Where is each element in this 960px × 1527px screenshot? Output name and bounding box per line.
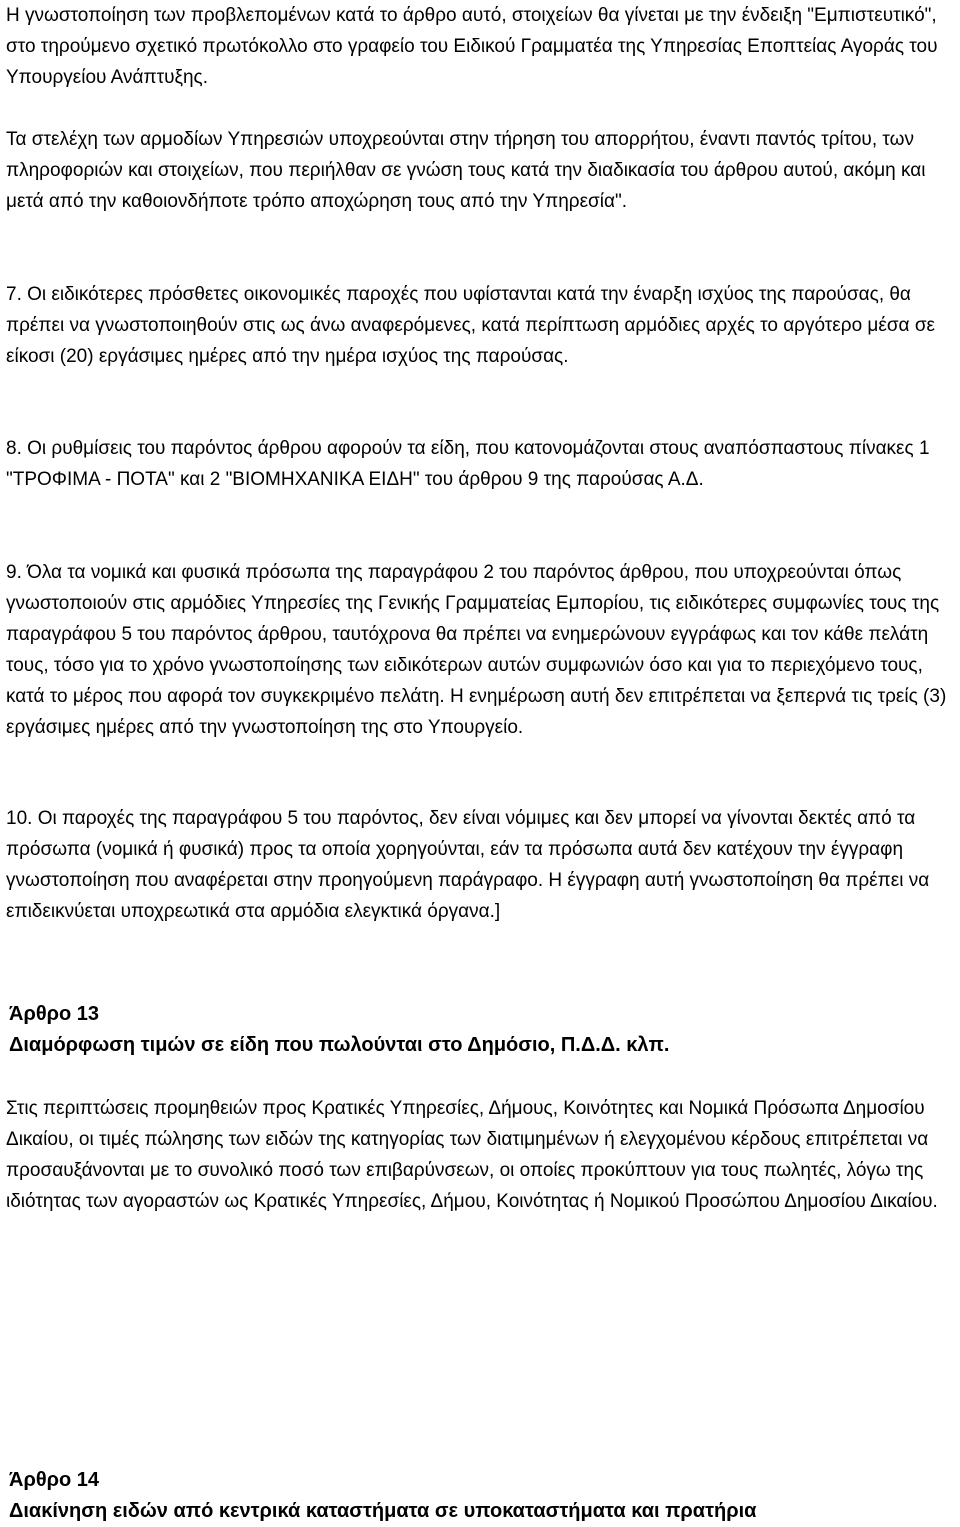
paragraph-9: 9. Όλα τα νομικά και φυσικά πρόσωπα της παραγράφου 2 του παρόντος άρθρου, που υποχρεούνται όπως γνωστοποιούν στις αρμόδιες Υπηρεσίες της Γενικής Γραμματείας Εμπορίου, τις ειδικότερες συμφωνίες τους της παραγράφου 5 του παρόντος άρθρου, ταυτόχρονα θα πρέπει να ενημερώνουν εγγράφως και τον κάθε πελάτη τους, τόσο για το χρόνο γνωστοποίησης των ειδικότερων αυτών συμφωνιών όσο και για το περιεχόμενο τους, κατά το μέρος που αφορά τον συγκεκριμένο πελάτη. Η ενημέρωση αυτή δεν επιτρέπεται να ξεπερνά τις τρείς (3) εργάσιμες ημέρες από την γνωστοποίηση της στο Υπουργείο. bbox=[6, 562, 947, 738]
article-14-title: Διακίνηση ειδών από κεντρικά καταστήματα σε υποκαταστήματα και πρατήρια bbox=[9, 1500, 757, 1522]
article-13-body: Στις περιπτώσεις προμηθειών προς Κρατικές Υπηρεσίες, Δήμους, Κοινότητες και Νομικά Πρόσωπα Δημοσίου Δικαίου, οι τιμές πώλησης των ειδών της κατηγορίας των διατιμημένων ή ελεγχομένου κέρδους επιτρέπεται να προσαυξάνονται με το συνολικό ποσό των επιβαρύνσεων, οι οποίες προκύπτουν για τους πωλητές, λόγω της ιδιότητας των αγοραστών ως Κρατικές Υπηρεσίες, Δήμου, Κοινότητας ή Νομικού Προσώπου Δημοσίου Δικαίου. bbox=[6, 1098, 938, 1212]
paragraph-7: 7. Οι ειδικότερες πρόσθετες οικονομικές παροχές που υφίστανται κατά την έναρξη ισχύος της παρούσας, θα πρέπει να γνωστοποιηθούν στις ως άνω αναφερόμενες, κατά περίπτωση αρμόδιες αρχές το αργότερο μέσα σε είκοσι (20) εργάσιμες ημέρες από την ημέρα ισχύος της παρούσας. bbox=[6, 284, 936, 367]
article-14-number: Άρθρο 14 bbox=[9, 1469, 100, 1491]
paragraph-confidential-notice: Η γνωστοποίηση των προβλεπομένων κατά το άρθρο αυτό, στοιχείων θα γίνεται με την ένδειξη "Εμπιστευτικό", στο τηρούμενο σχετικό πρωτόκολλο στο γραφείο του Ειδικού Γραμματέα της Υπηρεσίας Εποπτείας Αγοράς του Υπουργείου Ανάπτυξης. bbox=[6, 5, 938, 88]
paragraph-10: 10. Οι παροχές της παραγράφου 5 του παρόντος, δεν είναι νόμιμες και δεν μπορεί να γίνονται δεκτές από τα πρόσωπα (νομικά ή φυσικά) προς τα οποία χορηγούνται, εάν τα πρόσωπα αυτά δεν κατέχουν την έγγραφη γνωστοποίηση που αναφέρεται στην προηγούμενη παράγραφο. Η έγγραφη αυτή γνωστοποίηση θα πρέπει να επιδεικνύεται υποχρεωτικά στα αρμόδια ελεγκτικά όργανα.] bbox=[6, 808, 930, 922]
article-13-heading bbox=[9, 999, 949, 1061]
article-14-heading bbox=[9, 1465, 949, 1527]
article-13-title: Διαμόρφωση τιμών σε είδη που πωλούνται στο Δημόσιο, Π.Δ.Δ. κλπ. bbox=[9, 1034, 670, 1056]
paragraph-secrecy-obligation: Τα στελέχη των αρμοδίων Υπηρεσιών υποχρεούνται στην τήρηση του απορρήτου, έναντι παντός τρίτου, των πληροφοριών και στοιχείων, που περιήλθαν σε γνώση τους κατά την διαδικασία του άρθρου αυτού, ακόμη και μετά από την καθοιονδήποτε τρόπο αποχώρηση τους από την Υπηρεσία". bbox=[6, 129, 926, 212]
article-13-number: Άρθρο 13 bbox=[9, 1003, 100, 1025]
paragraph-8: 8. Οι ρυθμίσεις του παρόντος άρθρου αφορούν τα είδη, που κατονομάζονται στους αναπόσπαστους πίνακες 1 "ΤΡΟΦΙΜΑ - ΠΟΤΑ" και 2 "ΒΙΟΜΗΧΑΝΙΚΑ ΕΙΔΗ" του άρθρου 9 της παρούσας Α.Δ. bbox=[6, 438, 930, 490]
